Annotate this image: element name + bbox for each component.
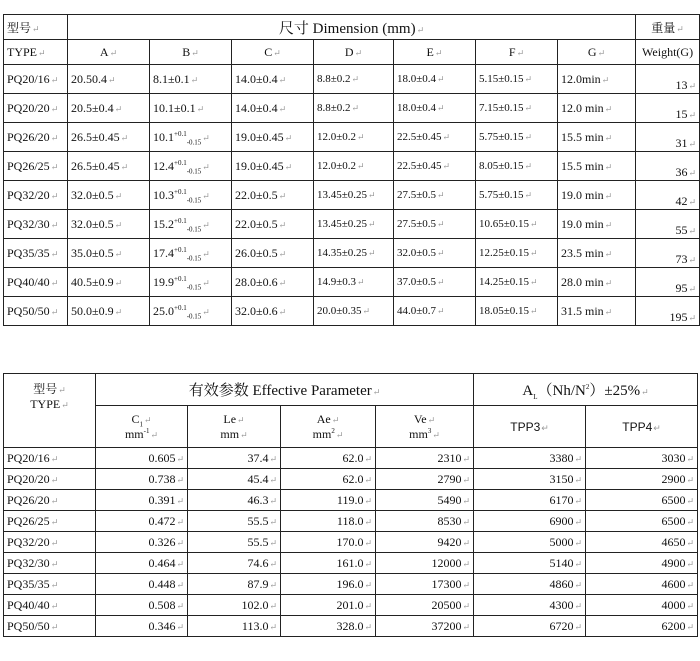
ae-header: Ae↵ $mm^2↵$ <box>281 406 376 448</box>
cell-weight: 95↵ <box>636 268 700 297</box>
table-row <box>4 595 698 616</box>
cell-ve: 8530↵ <box>376 511 474 532</box>
cell-tpp3: 3150↵ <box>474 469 586 490</box>
cell-ve: 2790↵ <box>376 469 474 490</box>
weight-header-en: Weight(G) <box>636 40 700 65</box>
col-header-a: A↵ <box>68 40 150 65</box>
cell-b: 8.1±0.1↵ <box>150 65 232 94</box>
cell-b: $10.3^{+0.1}_{-0.15}↵$ <box>150 181 232 210</box>
weight-header-cn: 重量↵ <box>636 15 700 40</box>
cell-tpp4: 4900↵ <box>586 553 698 574</box>
cell-le: 55.5↵ <box>188 511 281 532</box>
cell-a: 26.5±0.45↵ <box>68 123 150 152</box>
cell-c1: 0.448↵ <box>96 574 188 595</box>
cell-type: PQ20/20↵ <box>4 469 96 490</box>
table-row <box>4 94 700 123</box>
col-header-d: D↵ <box>314 40 394 65</box>
tpp3-header: TPP3↵ <box>474 406 586 448</box>
table-row <box>4 152 700 181</box>
cell-c: 28.0±0.6↵ <box>232 268 314 297</box>
cell-weight: 13↵ <box>636 65 700 94</box>
cell-e: 27.5±0.5↵ <box>394 210 476 239</box>
cell-e: 18.0±0.4↵ <box>394 65 476 94</box>
cell-f: 5.15±0.15↵ <box>476 65 558 94</box>
cell-ve: 2310↵ <box>376 448 474 469</box>
cell-type: PQ26/25↵ <box>4 511 96 532</box>
cell-f: 12.25±0.15↵ <box>476 239 558 268</box>
cell-d: 20.0±0.35↵ <box>314 297 394 326</box>
cell-e: 32.0±0.5↵ <box>394 239 476 268</box>
cell-e: 22.5±0.45↵ <box>394 152 476 181</box>
cell-weight: 73↵ <box>636 239 700 268</box>
cell-ve: 12000↵ <box>376 553 474 574</box>
cell-weight: 36↵ <box>636 152 700 181</box>
cell-tpp4: 4600↵ <box>586 574 698 595</box>
row-type: PQ20/16↵ <box>4 65 68 94</box>
cell-tpp3: 3380↵ <box>474 448 586 469</box>
cell-a: 32.0±0.5↵ <box>68 210 150 239</box>
cell-ve: 37200↵ <box>376 616 474 637</box>
cell-le: 74.6↵ <box>188 553 281 574</box>
cell-tpp3: 6900↵ <box>474 511 586 532</box>
cell-ae: 119.0↵ <box>281 490 376 511</box>
cell-c: 32.0±0.6↵ <box>232 297 314 326</box>
table-row <box>4 268 700 297</box>
cell-type: PQ32/30↵ <box>4 553 96 574</box>
cell-g: 28.0 min↵ <box>558 268 636 297</box>
cell-le: 55.5↵ <box>188 532 281 553</box>
table-row <box>4 532 698 553</box>
table-row <box>4 574 698 595</box>
row-type: PQ50/50↵ <box>4 297 68 326</box>
cell-c1: 0.391↵ <box>96 490 188 511</box>
cell-g: 15.5 min↵ <box>558 123 636 152</box>
cell-tpp3: 6170↵ <box>474 490 586 511</box>
cell-le: 46.3↵ <box>188 490 281 511</box>
cell-ve: 5490↵ <box>376 490 474 511</box>
cell-e: 22.5±0.45↵ <box>394 123 476 152</box>
effective-parameter-table <box>3 373 698 637</box>
col-header-f: F↵ <box>476 40 558 65</box>
table-row <box>4 65 700 94</box>
cell-g: 19.0 min↵ <box>558 210 636 239</box>
cell-a: 40.5±0.9↵ <box>68 268 150 297</box>
cell-le: 37.4↵ <box>188 448 281 469</box>
cell-b: $25.0^{+0.1}_{-0.15}↵$ <box>150 297 232 326</box>
cell-d: 14.35±0.25↵ <box>314 239 394 268</box>
cell-ae: 201.0↵ <box>281 595 376 616</box>
cell-b: $10.1^{+0.1}_{-0.15}↵$ <box>150 123 232 152</box>
cell-ve: 9420↵ <box>376 532 474 553</box>
ve-header: Ve↵ $mm^3↵$ <box>376 406 474 448</box>
cell-e: 37.0±0.5↵ <box>394 268 476 297</box>
cell-type: PQ20/16↵ <box>4 448 96 469</box>
c1-header: $C_1↵$ $mm^{-1}↵$ <box>96 406 188 448</box>
cell-d: 12.0±0.2↵ <box>314 152 394 181</box>
cell-c: 26.0±0.5↵ <box>232 239 314 268</box>
cell-type: PQ26/20↵ <box>4 490 96 511</box>
cell-ae: 196.0↵ <box>281 574 376 595</box>
row-type: PQ32/20↵ <box>4 181 68 210</box>
cell-ve: 20500↵ <box>376 595 474 616</box>
cell-a: 32.0±0.5↵ <box>68 181 150 210</box>
cell-tpp4: 4650↵ <box>586 532 698 553</box>
tpp4-header: TPP4↵ <box>586 406 698 448</box>
cell-f: 18.05±0.15↵ <box>476 297 558 326</box>
cell-c1: 0.472↵ <box>96 511 188 532</box>
cell-g: 12.0min↵ <box>558 65 636 94</box>
cell-c1: 0.738↵ <box>96 469 188 490</box>
cell-ae: 161.0↵ <box>281 553 376 574</box>
cell-c: 14.0±0.4↵ <box>232 65 314 94</box>
cell-a: 20.5±0.4↵ <box>68 94 150 123</box>
dimension-table <box>3 14 700 326</box>
cell-ae: 170.0↵ <box>281 532 376 553</box>
cell-ve: 17300↵ <box>376 574 474 595</box>
le-header: Le↵ mm↵ <box>188 406 281 448</box>
cell-weight: 31↵ <box>636 123 700 152</box>
cell-c: 19.0±0.45↵ <box>232 152 314 181</box>
cell-tpp3: 5140↵ <box>474 553 586 574</box>
row-type: PQ26/20↵ <box>4 123 68 152</box>
table-row <box>4 469 698 490</box>
cell-c1: 0.464↵ <box>96 553 188 574</box>
cell-a: 26.5±0.45↵ <box>68 152 150 181</box>
cell-f: 5.75±0.15↵ <box>476 123 558 152</box>
table-row <box>4 616 698 637</box>
cell-tpp4: 6500↵ <box>586 490 698 511</box>
cell-le: 102.0↵ <box>188 595 281 616</box>
cell-ae: 118.0↵ <box>281 511 376 532</box>
cell-d: 13.45±0.25↵ <box>314 181 394 210</box>
row-type: PQ32/30↵ <box>4 210 68 239</box>
cell-ae: 328.0↵ <box>281 616 376 637</box>
cell-b: $17.4^{+0.1}_{-0.15}↵$ <box>150 239 232 268</box>
cell-c1: 0.605↵ <box>96 448 188 469</box>
cell-type: PQ40/40↵ <box>4 595 96 616</box>
type-header-2: 型号↵ TYPE↵ <box>4 374 96 448</box>
cell-f: 10.65±0.15↵ <box>476 210 558 239</box>
cell-f: 5.75±0.15↵ <box>476 181 558 210</box>
cell-g: 12.0 min↵ <box>558 94 636 123</box>
cell-d: 12.0±0.2↵ <box>314 123 394 152</box>
cell-tpp3: 6720↵ <box>474 616 586 637</box>
table-row <box>4 297 700 326</box>
cell-tpp4: 6500↵ <box>586 511 698 532</box>
col-header-c: C↵ <box>232 40 314 65</box>
dimension-title: 尺寸 Dimension (mm)↵ <box>68 15 636 40</box>
cell-tpp4: 2900↵ <box>586 469 698 490</box>
cell-d: 8.8±0.2↵ <box>314 65 394 94</box>
cell-a: 50.0±0.9↵ <box>68 297 150 326</box>
table-row <box>4 123 700 152</box>
cell-type: PQ32/20↵ <box>4 532 96 553</box>
cell-b: $19.9^{+0.1}_{-0.15}↵$ <box>150 268 232 297</box>
cell-ae: 62.0↵ <box>281 469 376 490</box>
col-header-g: G↵ <box>558 40 636 65</box>
table-row <box>4 553 698 574</box>
cell-le: 87.9↵ <box>188 574 281 595</box>
type-header-en: TYPE↵ <box>4 40 68 65</box>
cell-d: 13.45±0.25↵ <box>314 210 394 239</box>
cell-c: 22.0±0.5↵ <box>232 210 314 239</box>
cell-tpp4: 3030↵ <box>586 448 698 469</box>
cell-e: 44.0±0.7↵ <box>394 297 476 326</box>
cell-d: 14.9±0.3↵ <box>314 268 394 297</box>
table-row <box>4 210 700 239</box>
cell-g: 23.5 min↵ <box>558 239 636 268</box>
type-header-cn: 型号↵ <box>4 15 68 40</box>
table-row <box>4 181 700 210</box>
cell-c1: 0.346↵ <box>96 616 188 637</box>
cell-weight: 195↵ <box>636 297 700 326</box>
cell-e: 18.0±0.4↵ <box>394 94 476 123</box>
table-row <box>4 239 700 268</box>
cell-a: 35.0±0.5↵ <box>68 239 150 268</box>
row-type: PQ20/20↵ <box>4 94 68 123</box>
cell-c1: 0.508↵ <box>96 595 188 616</box>
cell-c: 19.0±0.45↵ <box>232 123 314 152</box>
cell-tpp3: 5000↵ <box>474 532 586 553</box>
cell-c: 14.0±0.4↵ <box>232 94 314 123</box>
row-type: PQ40/40↵ <box>4 268 68 297</box>
cell-f: 8.05±0.15↵ <box>476 152 558 181</box>
cell-le: 45.4↵ <box>188 469 281 490</box>
col-header-b: B↵ <box>150 40 232 65</box>
cell-b: 10.1±0.1↵ <box>150 94 232 123</box>
cell-ae: 62.0↵ <box>281 448 376 469</box>
col-header-e: E↵ <box>394 40 476 65</box>
table-row <box>4 511 698 532</box>
cell-g: 19.0 min↵ <box>558 181 636 210</box>
cell-weight: 15↵ <box>636 94 700 123</box>
al-title: $A_L(Nh/N^2)\pm 25\%↵$ <box>474 374 698 406</box>
cell-a: 20.50.4↵ <box>68 65 150 94</box>
cell-le: 113.0↵ <box>188 616 281 637</box>
cell-b: $15.2^{+0.1}_{-0.15}↵$ <box>150 210 232 239</box>
cell-e: 27.5±0.5↵ <box>394 181 476 210</box>
cell-b: $12.4^{+0.1}_{-0.15}↵$ <box>150 152 232 181</box>
table-row <box>4 448 698 469</box>
cell-weight: 55↵ <box>636 210 700 239</box>
cell-tpp3: 4300↵ <box>474 595 586 616</box>
cell-tpp3: 4860↵ <box>474 574 586 595</box>
cell-type: PQ35/35↵ <box>4 574 96 595</box>
cell-c: 22.0±0.5↵ <box>232 181 314 210</box>
cell-g: 15.5 min↵ <box>558 152 636 181</box>
row-type: PQ26/25↵ <box>4 152 68 181</box>
cell-f: 7.15±0.15↵ <box>476 94 558 123</box>
cell-g: 31.5 min↵ <box>558 297 636 326</box>
cell-d: 8.8±0.2↵ <box>314 94 394 123</box>
cell-f: 14.25±0.15↵ <box>476 268 558 297</box>
cell-tpp4: 4000↵ <box>586 595 698 616</box>
effective-title: 有效参数 Effective Parameter↵ <box>96 374 474 406</box>
cell-type: PQ50/50↵ <box>4 616 96 637</box>
cell-weight: 42↵ <box>636 181 700 210</box>
cell-tpp4: 6200↵ <box>586 616 698 637</box>
cell-c1: 0.326↵ <box>96 532 188 553</box>
row-type: PQ35/35↵ <box>4 239 68 268</box>
table-row <box>4 490 698 511</box>
